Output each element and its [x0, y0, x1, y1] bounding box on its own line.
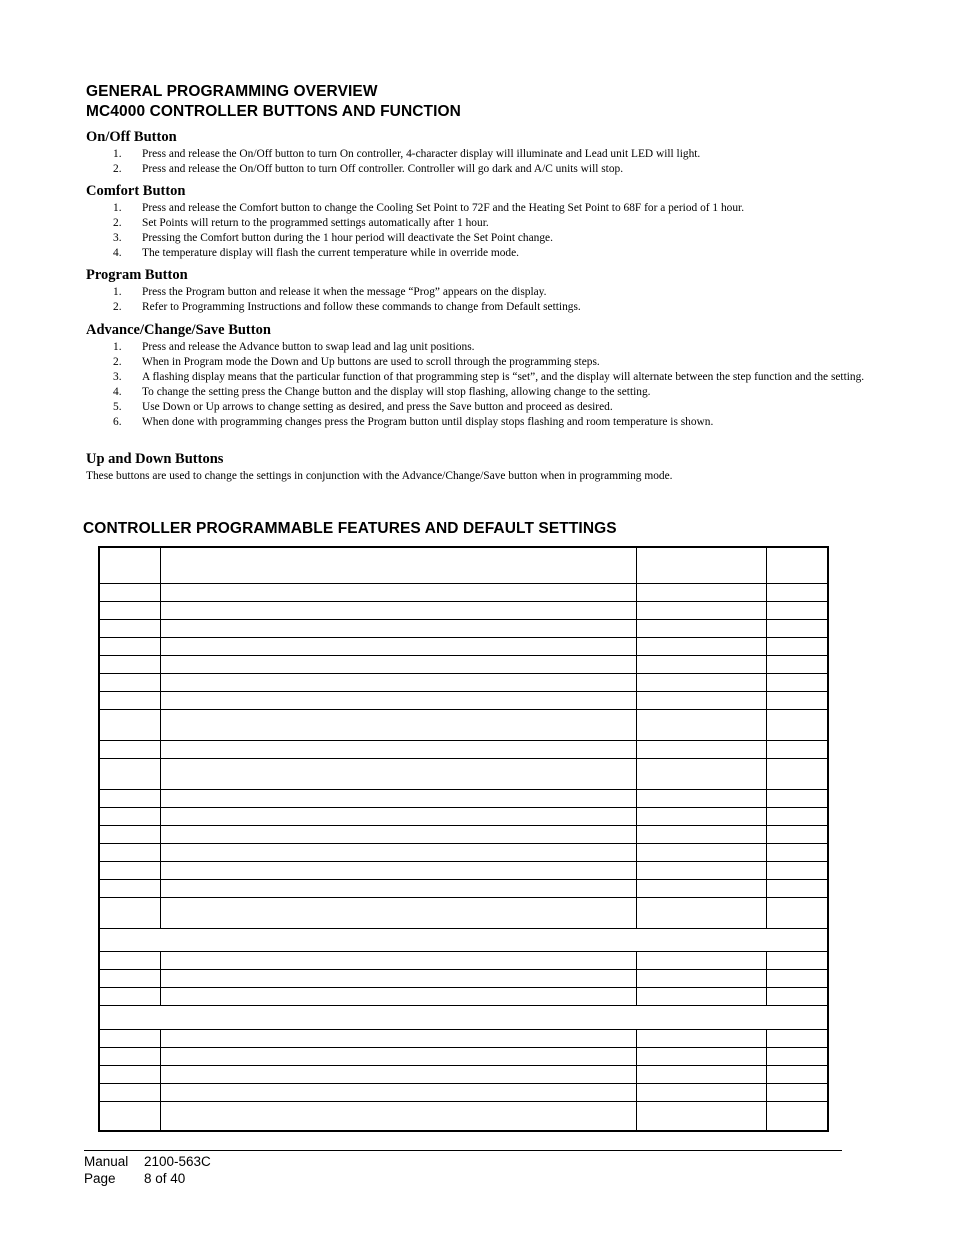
section-title: On/Off Button: [86, 129, 177, 145]
table-row: [99, 637, 828, 655]
table-cell: [767, 1029, 828, 1047]
table-cell: [160, 637, 637, 655]
list-item: [86, 370, 896, 385]
table-cell: [637, 601, 767, 619]
table-cell: [637, 987, 767, 1005]
item-number: 4.: [113, 386, 122, 398]
table-cell: [99, 789, 160, 807]
section-comfort: [86, 183, 896, 261]
table-cell: [767, 789, 828, 807]
table-row: [99, 758, 828, 789]
section-title: Comfort Button: [86, 183, 186, 199]
table-cell: [767, 861, 828, 879]
table-cell: [637, 583, 767, 601]
item-text: Use Down or Up arrows to change setting as desired, and press the Save button and proceed as desired.: [142, 401, 613, 413]
table-cell: [637, 1101, 767, 1131]
list-item: [86, 246, 896, 261]
table-cell: [767, 969, 828, 987]
table-cell: [99, 637, 160, 655]
item-text: Set Points will return to the programmed settings automatically after 1 hour.: [142, 217, 489, 229]
table-cell: [767, 843, 828, 861]
table-cell: [99, 987, 160, 1005]
table-section-row: [99, 1005, 828, 1029]
table-cell: [160, 740, 637, 758]
footer-page-label: Page: [84, 1171, 116, 1186]
table-cell: [99, 601, 160, 619]
table-cell: [637, 619, 767, 637]
table-row: [99, 825, 828, 843]
table-row: [99, 987, 828, 1005]
table-cell: [99, 619, 160, 637]
table-cell: [637, 740, 767, 758]
table-cell: [637, 843, 767, 861]
table-cell: [767, 1047, 828, 1065]
table-cell: [637, 1047, 767, 1065]
table-cell: [637, 807, 767, 825]
table-cell: [160, 655, 637, 673]
item-text: Pressing the Comfort button during the 1 hour period will deactivate the Set Point change.: [142, 232, 553, 244]
footer-manual-label: Manual: [84, 1154, 129, 1169]
table-cell: [767, 897, 828, 928]
table-cell: [767, 758, 828, 789]
table-cell: [637, 897, 767, 928]
table-cell: [99, 1083, 160, 1101]
table-cell: [99, 897, 160, 928]
features-heading: CONTROLLER PROGRAMMABLE FEATURES AND DEFAULT SETTINGS: [83, 520, 617, 537]
table-cell: [99, 740, 160, 758]
table-cell: [160, 1065, 637, 1083]
footer-page-value: 8 of 40: [144, 1171, 186, 1186]
buttons-heading: MC4000 CONTROLLER BUTTONS AND FUNCTION: [86, 103, 461, 120]
table-cell: [767, 1083, 828, 1101]
table-cell: [99, 825, 160, 843]
table-row: [99, 655, 828, 673]
item-number: 1.: [113, 341, 122, 353]
table-cell: [160, 1083, 637, 1101]
table-row: [99, 691, 828, 709]
table-cell: [767, 807, 828, 825]
table-cell: [767, 709, 828, 740]
table-cell: [99, 691, 160, 709]
table-cell: [160, 807, 637, 825]
table-cell: [767, 637, 828, 655]
footer-manual-value: 2100-563C: [144, 1154, 211, 1169]
table-cell: [637, 758, 767, 789]
table-cell: [99, 969, 160, 987]
item-number: 1.: [113, 202, 122, 214]
table-cell: [637, 825, 767, 843]
table-cell: [767, 673, 828, 691]
table-cell: [637, 691, 767, 709]
item-text: Press and release the Comfort button to change the Cooling Set Point to 72F and the Heating Set Point to 68F for a period of 1 hour.: [142, 202, 745, 214]
table-row: [99, 601, 828, 619]
item-number: 2.: [113, 217, 122, 229]
item-number: 5.: [113, 401, 122, 413]
table-cell: [637, 861, 767, 879]
section-advance: [86, 322, 896, 430]
table-cell: [99, 547, 160, 583]
table-cell: [99, 1005, 828, 1029]
table-cell: [160, 1029, 637, 1047]
table-row: [99, 619, 828, 637]
table-cell: [767, 547, 828, 583]
table-cell: [160, 861, 637, 879]
table-cell: [160, 825, 637, 843]
table-cell: [637, 709, 767, 740]
footer-divider: [84, 1150, 842, 1151]
list-item: [86, 231, 896, 246]
list-item: [86, 300, 896, 315]
table-cell: [99, 1047, 160, 1065]
table-cell: [160, 709, 637, 740]
item-text: Refer to Programming Instructions and follow these commands to change from Default settings.: [142, 301, 581, 313]
section-title: Program Button: [86, 267, 188, 283]
table-cell: [99, 673, 160, 691]
table-cell: [767, 583, 828, 601]
table-cell: [160, 897, 637, 928]
table-row: [99, 1029, 828, 1047]
item-text: To change the setting press the Change button and the display will stop flashing, allowing change to the setting.: [142, 386, 651, 398]
table-cell: [160, 987, 637, 1005]
table-cell: [160, 789, 637, 807]
item-number: 3.: [113, 371, 122, 383]
table-row: [99, 807, 828, 825]
item-text: When in Program mode the Down and Up buttons are used to scroll through the programming steps.: [142, 356, 600, 368]
table-cell: [99, 1101, 160, 1131]
list-item: [86, 216, 896, 231]
list-item: [86, 147, 896, 162]
table-row: [99, 951, 828, 969]
table-cell: [160, 1101, 637, 1131]
table-row: [99, 969, 828, 987]
table-cell: [637, 547, 767, 583]
table-row: [99, 709, 828, 740]
table-cell: [637, 1029, 767, 1047]
footer-manual: [84, 1153, 211, 1170]
section-updown: [86, 451, 896, 484]
table-cell: [767, 987, 828, 1005]
table-row: [99, 1047, 828, 1065]
table-cell: [160, 879, 637, 897]
table-cell: [637, 673, 767, 691]
table-cell: [767, 1065, 828, 1083]
table-cell: [99, 807, 160, 825]
table-cell: [99, 951, 160, 969]
list-item: [86, 355, 896, 370]
section-onoff: [86, 129, 896, 177]
table-cell: [637, 655, 767, 673]
section-title: Up and Down Buttons: [86, 451, 224, 467]
table-cell: [637, 951, 767, 969]
table-cell: [160, 619, 637, 637]
table-cell: [160, 547, 637, 583]
table-cell: [160, 673, 637, 691]
list-item: [86, 340, 896, 355]
table-cell: [99, 928, 828, 951]
item-number: 4.: [113, 247, 122, 259]
table-cell: [767, 740, 828, 758]
table-cell: [99, 1065, 160, 1083]
footer-page: [84, 1170, 185, 1187]
table-row: [99, 547, 828, 583]
item-text: Press and release the On/Off button to turn On controller, 4-character display will illuminate and Lead unit LED will light.: [142, 148, 701, 160]
table-row: [99, 1083, 828, 1101]
table-cell: [637, 1083, 767, 1101]
table-cell: [160, 1047, 637, 1065]
section-program: [86, 267, 896, 315]
item-number: 3.: [113, 232, 122, 244]
table-row: [99, 843, 828, 861]
table-cell: [160, 691, 637, 709]
table-cell: [767, 951, 828, 969]
table-cell: [767, 601, 828, 619]
table-section-row: [99, 928, 828, 951]
table-cell: [637, 879, 767, 897]
item-number: 1.: [113, 148, 122, 160]
table-cell: [160, 969, 637, 987]
table-cell: [99, 861, 160, 879]
item-text: Press and release the On/Off button to turn Off controller. Controller will go dark and A/C units will stop.: [142, 163, 624, 175]
table-cell: [767, 691, 828, 709]
table-cell: [99, 655, 160, 673]
table-cell: [99, 879, 160, 897]
table-cell: [160, 758, 637, 789]
table-cell: [160, 843, 637, 861]
table-cell: [160, 583, 637, 601]
list-item: [86, 285, 896, 300]
list-item: [86, 385, 896, 400]
table-cell: [99, 843, 160, 861]
table-cell: [637, 969, 767, 987]
list-item: [86, 201, 896, 216]
table-cell: [160, 951, 637, 969]
item-number: 2.: [113, 301, 122, 313]
item-number: 2.: [113, 163, 122, 175]
item-text: Press the Program button and release it when the message “Prog” appears on the display.: [142, 286, 547, 298]
table-row: [99, 1101, 828, 1131]
table-row: [99, 1065, 828, 1083]
list-item: [86, 162, 896, 177]
table-cell: [767, 825, 828, 843]
table-cell: [99, 583, 160, 601]
item-text: Press and release the Advance button to swap lead and lag unit positions.: [142, 341, 475, 353]
table-cell: [99, 758, 160, 789]
table-cell: [160, 601, 637, 619]
table-cell: [99, 709, 160, 740]
table-row: [99, 861, 828, 879]
table-cell: [767, 619, 828, 637]
table-row: [99, 740, 828, 758]
item-number: 1.: [113, 286, 122, 298]
table-row: [99, 789, 828, 807]
table-row: [99, 673, 828, 691]
table-row: [99, 897, 828, 928]
table-cell: [767, 879, 828, 897]
item-number: 6.: [113, 416, 122, 428]
list-item: [86, 415, 896, 430]
table-row: [99, 879, 828, 897]
table-cell: [767, 655, 828, 673]
overview-heading: GENERAL PROGRAMMING OVERVIEW: [86, 83, 378, 100]
item-text: A flashing display means that the particular function of that programming step is “set”, and the display will alternate between the step function and the setting.: [142, 371, 865, 383]
item-text: When done with programming changes press the Program button until display stops flashing and room temperature is shown.: [142, 416, 714, 428]
item-number: 2.: [113, 356, 122, 368]
table-cell: [767, 1101, 828, 1131]
table-cell: [637, 637, 767, 655]
table-cell: [637, 1065, 767, 1083]
table-cell: [99, 1029, 160, 1047]
section-title: Advance/Change/Save Button: [86, 322, 271, 338]
list-item: [86, 400, 896, 415]
table-row: [99, 583, 828, 601]
item-text: The temperature display will flash the current temperature while in override mode.: [142, 247, 520, 259]
section-text: These buttons are used to change the settings in conjunction with the Advance/Change/Save button when in programming mode.: [86, 470, 673, 482]
features-table: [98, 546, 829, 1132]
table-cell: [637, 789, 767, 807]
